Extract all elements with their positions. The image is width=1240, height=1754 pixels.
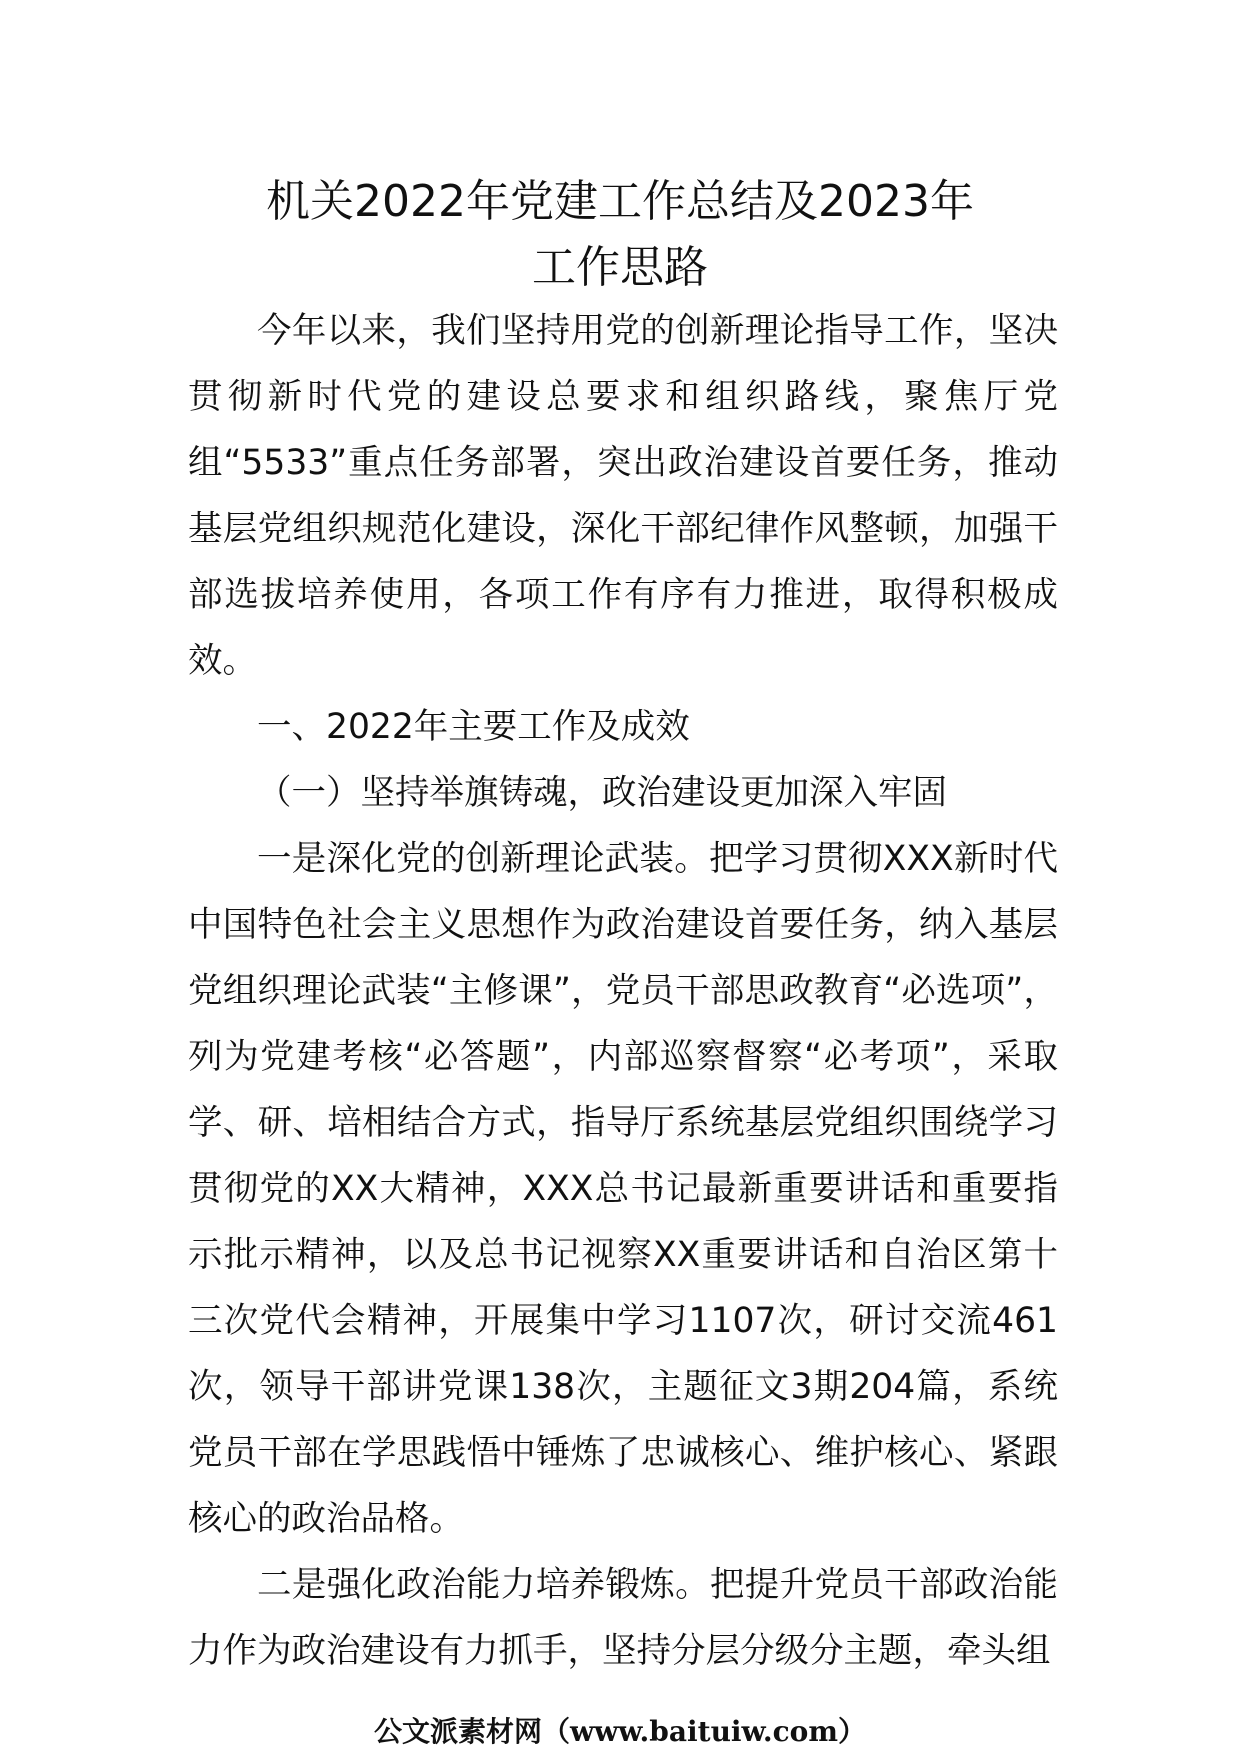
document-title-line-2: 工作思路 (532, 242, 708, 293)
subsection-heading: （一）坚持举旗铸魂，政治建设更加深入牢固 (257, 773, 947, 813)
body-paragraph-political-ability: 二是强化政治能力培养锻炼。把提升党员干部政治能力作为政治建设有力抓手，坚持分层分级分主题，牵头组 (188, 1565, 1058, 1671)
document-title-line-1: 机关2022年党建工作总结及2023年 (266, 176, 974, 227)
document-body (188, 298, 1058, 1684)
intro-paragraph: 今年以来，我们坚持用党的创新理论指导工作，坚决贯彻新时代党的建设总要求和组织路线，聚焦厅党组“5533”重点任务部署，突出政治建设首要任务，推动基层党组织规范化建设，深化干部纪律作风整顿，加强干部选拔培养使用，各项工作有序有力推进，取得积极成效。 (188, 311, 1058, 681)
section-heading: 一、2022年主要工作及成效 (257, 707, 690, 747)
body-paragraph-theory: 一是深化党的创新理论武装。把学习贯彻XXX新时代中国特色社会主义思想作为政治建设首要任务，纳入基层党组织理论武装“主修课”，党员干部思政教育“必选项”，列为党建考核“必答题”，内部巡察督察“必考项”，采取学、研、培相结合方式，指导厅系统基层党组织围绕学习贯彻党的XX大精神，XXX总书记最新重要讲话和重要指示批示精神，以及总书记视察XX重要讲话和自治区第十三次党代会精神，开展集中学习1107次，研讨交流461次，领导干部讲党课138次，主题征文3期204篇，系统党员干部在学思践悟中锤炼了忠诚核心、维护核心、紧跟核心的政治品格。 (188, 839, 1058, 1539)
page-footer: 公文派素材网（www.baituiw.com） (374, 1715, 866, 1748)
